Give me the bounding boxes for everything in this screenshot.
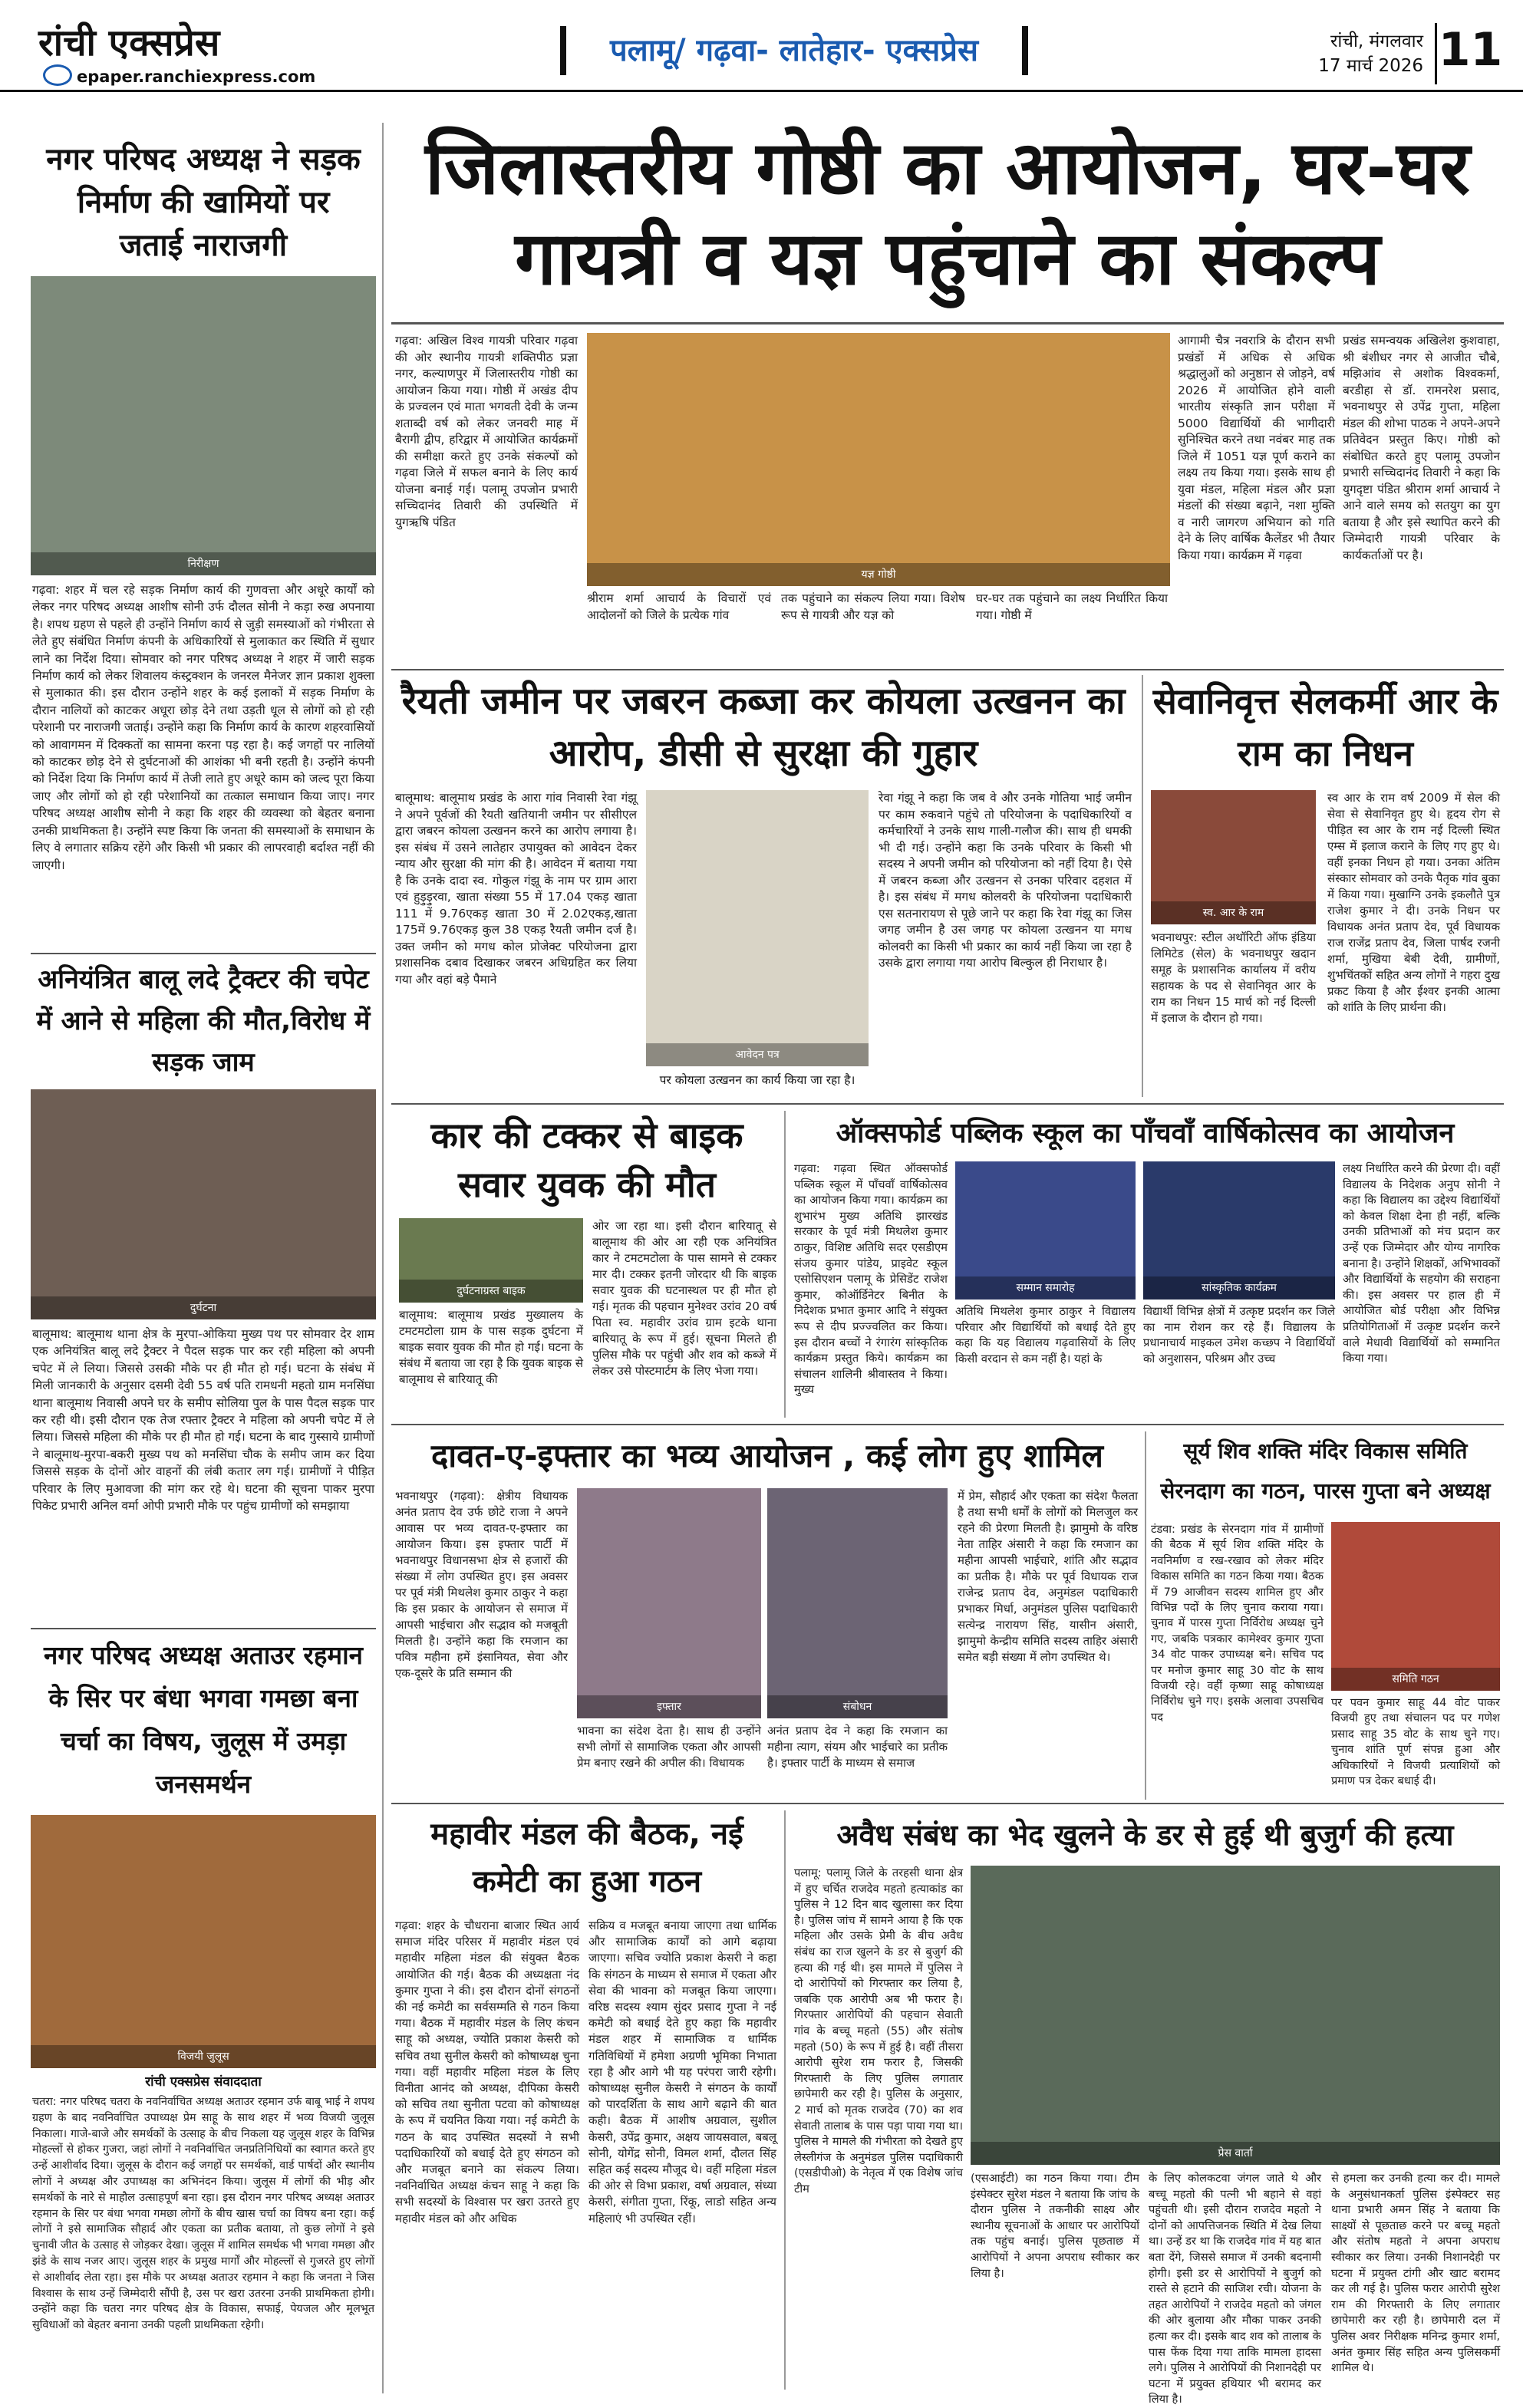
divider: [391, 669, 1504, 670]
temple-photo-label: समिति गठन: [1331, 1668, 1500, 1691]
oxford-col2: अतिथि मिथलेश कुमार ठाकुर ने विद्यालय परिवार और विद्यार्थियों को बधाई देते हुए कहा कि यह विद्यालय गढ़वासियों के लिए किसी वरदान से कम नहीं है। यहां के: [955, 1305, 1136, 1365]
coal-photo-label: आवेदन पत्र: [646, 1043, 869, 1066]
oxford-photo-1-label: सम्मान समारोह: [955, 1276, 1136, 1300]
divider: [31, 953, 376, 954]
mahavir-col1: गढ़वा: शहर के चौधराना बाजार स्थित आर्य समाज मंदिर परिसर में महावीर मंडल एवं महावीर महिला मंडल की संयुक्त बैठक आयोजित की गई। बैठक की अध्यक्षता नंद कुमार गुप्ता ने की। इस दौरान दोनों संगठनों की नई कमेटी का सर्वसम्मति से गठन किया गया। बैठक में महावीर मंडल के लिए कंचन साहू को अध्यक्ष, ज्योति प्रकाश केसरी को सचिव तथा सुनील केसरी को कोषाध्यक्ष चुना गया। वहीं महावीर महिला मंडल के लिए विनीता आनंद को अध्यक्ष, दीपिका केसरी को सचिव तथा सुनीता पटवा को कोषाध्यक्ष के रूप में चयनित किया गया। नई कमेटी के गठन के बाद उपस्थित सदस्यों ने सभी पदाधिकारियों को बधाई देते हुए संगठन को और मजबूत बनाने का संकल्प लिया। नवनिर्वाचित अध्यक्ष कंचन साहू ने कहा कि सभी सदस्यों के विश्वास पर खरा उतरते हुए महावीर मंडल को और अधिक: [395, 1919, 579, 2225]
murder-col1: पलामू: पलामू जिले के तरहसी थाना क्षेत्र में हुए चर्चित राजदेव महतो हत्याकांड का पुलिस ने 12 दिन बाद खुलासा कर दिया है। पुलिस जांच में सामने आया है कि एक महिला और उसके प्रेमी के बीच अवैध संबंध का राज खुलने के डर से बुजुर्ग की हत्या की गई थी। इस मामले में पुलिस ने दो आरोपियों को गिरफ्तार कर लिया है, जबकि एक आरोपी अब भी फरार है। गिरफ्तार आरोपियों की पहचान सेवाती गांव के बच्चू महतो (55) और संतोष महतो (50) के रूप में हुई है। वहीं तीसरा आरोपी सुरेश राम फरार है, जिसकी गिरफ्तारी के लिए पुलिस लगातार छापेमारी कर रही है। पुलिस के अनुसार, 2 मार्च को मृतक राजदेव (70) का शव सेवाती तालाब के पास पड़ा पाया गया था। पुलिस ने मामले की गंभीरता को देखते हुए लेस्लीगंज के अनुमंडल पुलिस पदाधिकारी (एसडीपीओ) के नेतृत्व में एक विशेष जांच टीम: [794, 1866, 963, 2196]
left2-body: बालूमाथ: बालूमाथ थाना क्षेत्र के मुरपा-ओकिया मुख्य पथ पर सोमवार देर शाम एक अनियंत्रित बालू लदे ट्रैक्टर ने पैदल सड़क पार कर रही महिला को अपनी चपेट में ले लिया। जिससे उसकी मौके पर ही मौत हो गई। घटना के संबंध में मिली जानकारी के अनुसार दसमी देवी 55 वर्ष पति रामधनी महतो ग्राम मनसिंघा थाना बालूमाथ निवासी अपने घर के समीप सोलिया पुल के पास पैदल सड़क पार कर रही थी। इसी दौरान एक तेज रफ्तार ट्रैक्टर ने महिला को अपनी चपेट में ले लिया। जिससे महिला की मौके पर ही मौत हो गई। घटना के बाद गुस्साये ग्रामीणों ने बालूमाथ-मुरपा-बकरी मुख्य पथ को मनसिंघा चौक के समीप जाम कर दिया जिससे सड़क के दोनों ओर वाहनों की लंबी कतार लग गई। ग्रामीणों ने पीड़ित परिवार के लिए मुआवजा की मांग कर रहे थे। घटना की सूचना पाकर मुरपा पिकेट प्रभारी अनिल वर्मा ओपी प्रभारी मौके पर पहुंच ग्रामीणों को समझाया: [32, 1327, 374, 1514]
divider: [391, 1803, 1504, 1804]
newspaper-logo[interactable]: रांची एक्सप्रेस: [38, 21, 220, 64]
left3-headline: नगर परिषद अध्यक्ष अताउर रहमान के सिर पर बंधा भगवा गमछा बना चर्चा का विषय, जुलूस में उमड़ा जनसमर्थन: [44, 1640, 363, 1799]
coal-photo-caption: पर कोयला उत्खनन का कार्य किया जा रहा है।: [659, 1073, 855, 1087]
left1-photo-label: निरीक्षण: [31, 552, 376, 575]
temple-body-2: पर पवन कुमार साहू 44 वोट पाकर विजयी हुए तथा संचालन पद पर गणेश प्रसाद साहू 35 वोट के साथ चुने गए। चुनाव शांति पूर्ण संपन्न हुआ और अधिकारियों ने विजयी प्रत्याशियों को प्रमाण पत्र देकर बधाई दी।: [1331, 1696, 1500, 1788]
divider: [391, 1424, 1504, 1425]
bike-col1: बालूमाथ: बालूमाथ प्रखंड मुख्यालय के टमटमटोला ग्राम के पास सड़क दुर्घटना में बाइक सवार युवक की मौत हो गई। घटना के संबंध में बताया जा रहा है कि युवक बाइक से बालूमाथ से बारियातू की: [399, 1308, 583, 1386]
iftar-col4: में प्रेम, सौहार्द और एकता का संदेश फैलता है तथा सभी धर्मों के लोगों को मिलजुल कर रहने की प्रेरणा मिलती है। झामुमो के वरिष्ठ नेता ताहिर अंसारी ने कहा कि रमजान का महीना आपसी भाईचारे, शांति और सद्भाव का प्रतीक है। मौके पर पूर्व विधायक राज राजेन्द्र प्रताप देव, अनुमंडल पदाधिकारी प्रभाकर मिर्धा, अनुमंडल पुलिस पदाधिकारी सत्येन्द्र नारायण सिंह, यासीन अंसारी, झामुमो केन्द्रीय समिति सदस्य ताहिर अंसारी समेत बड़ी संख्या में लोग उपस्थित थे।: [958, 1489, 1138, 1664]
divider: [391, 1103, 1504, 1105]
left3-body: चतरा: नगर परिषद चतरा के नवनिर्वाचित अध्यक्ष अताउर रहमान उर्फ बाबू भाई ने शपथ ग्रहण के बाद नवनिर्वाचित उपाध्यक्ष प्रेम साहू के साथ शहर में भव्य विजयी जुलूस निकाला। गाजे-बाजे और समर्थकों के उत्साह के बीच निकला यह जुलूस शहर के विभिन्न मोहल्लों से होकर गुजरा, जहां लोगों ने नवनिर्वाचित जनप्रतिनिधियों का स्वागत करते हुए उन्हें आशीर्वाद दिया। जुलूस के दौरान कई जगहों पर समर्थकों, वार्ड पार्षदों और स्थानीय लोगों ने अध्यक्ष और उपाध्यक्ष का अभिनंदन किया। जुलूस में लोगों की भीड़ और समर्थकों के नारे से माहौल उत्साहपूर्ण बना रहा। इस दौरान नगर परिषद अध्यक्ष अताउर रहमान के सिर पर बंधा भगवा गमछा लोगों के बीच खास चर्चा का विषय बना रहा। कई लोगों ने इसे सामाजिक सौहार्द और एकता का प्रतीक बताया, तो कुछ लोगों ने इसे चुनावी जीत के उत्साह से जोड़कर देखा। जुलूस में शामिल समर्थक भी भगवा गमछा और झंडे के साथ नजर आए। जुलूस शहर के प्रमुख मार्गों और मोहल्लों से गुजरते हुए लोगों से आशीर्वाद लेता रहा। इस मौके पर अध्यक्ष अताउर रहमान ने कहा कि जनता ने जिस विश्वास के साथ उन्हें जिम्मेदारी सौंपी है, उस पर खरा उतरना उनकी प्राथमिकता होगी। उन्होंने कहा कि चतरा नगर परिषद क्षेत्र के विकास, सफाई, पेयजल और मूलभूत सुविधाओं को बेहतर बनाना उनकी पहली प्राथमिकता रहेगी।: [32, 2096, 374, 2332]
column-divider: [1145, 1431, 1146, 1800]
oxford-col4: लक्ष्य निर्धारित करने की प्रेरणा दी। वहीं विद्यालय के निदेशक अनुप सोनी ने कहा कि विद्यालय का उद्देश्य विद्यार्थियों को केवल शिक्षा देना ही नहीं, बल्कि उनकी प्रतिभाओं को मंच प्रदान कर उन्हें एक जिम्मेदार और योग्य नागरिक बनाना है। उन्होंने शिक्षकों, अभिभावकों और विद्यार्थियों के सहयोग की सराहना की। इस अवसर पर हाल ही में आयोजित बोर्ड परीक्षा और विभिन्न प्रतियोगिताओं में उत्कृष्ट प्रदर्शन करने वाले मेधावी विद्यार्थियों को सम्मानित किया गया।: [1343, 1162, 1500, 1365]
iftar-photo-caption: भावना का संदेश देता है। साथ ही उन्होंने सभी लोगों से सामाजिक एकता और आपसी प्रेम बनाए रखने की अपील की। विधायक: [577, 1724, 761, 1770]
temple-body: टंडवा: प्रखंड के सेरनदाग गांव में ग्रामीणों की बैठक में सूर्य शिव शक्ति मंदिर के नवनिर्माण व रख-रखाव को लेकर मंदिर विकास समिति का गठन किया गया। बैठक में 79 आजीवन सदस्य शामिल हुए और विभिन्न पदों के लिए चुनाव कराया गया। चुनाव में पारस गुप्ता निर्विरोध अध्यक्ष चुने गए, जबकि पत्रकार कामेश्वर कुमार गुप्ता 34 वोट पाकर उपाध्यक्ष बने। सचिव पद पर मनोज कुमार साहू 30 वोट के साथ विजयी रहे। वहीं कृष्णा साहू कोषाध्यक्ष निर्विरोध चुने गए। इसके अलावा उपसचिव पद: [1151, 1523, 1324, 1724]
temple-photo: [1331, 1522, 1500, 1691]
left2-photo: [31, 1089, 376, 1319]
left1-body: गढ़वा: शहर में चल रहे सड़क निर्माण कार्य की गुणवत्ता और अधूरे कार्यों को लेकर नगर परिषद अध्यक्ष आशीष सोनी उर्फ दौलत सोनी ने कड़ा रुख अपनाया है। शपथ ग्रहण से पहले ही उन्होंने निर्माण कार्य से जुड़ी समस्याओं को गंभीरता से लेते हुए संबंधित निर्माण कंपनी के अधिकारियों से मुलाकात कर स्थिति में सुधार लाने का निर्देश दिया। सोमवार को नगर परिषद अध्यक्ष ने शहर में जारी सड़क निर्माण कार्य को लेकर शिवालय कंस्ट्रक्शन के जनरल मैनेजर ज्ञान प्रकाश शुक्ला से मुलाकात की। इस दौरान उन्होंने शहर के कई इलाकों में सड़क निर्माण के दौरान नालियों को काटकर अधूरा छोड़ देने तथा उड़ती धूल से लोगों को हो रही परेशानी पर नाराजगी जताई। उन्होंने कहा कि निर्माण कार्य के कारण शहरवासियों को आवागमन में दिक्कतों का सामना करना पड़ रहा है। कई जगहों पर नालियों को काटकर छोड़ देने से दुर्घटनाओं की आशंका भी बनी रहती है। उन्होंने कंपनी को निर्देश दिया कि निर्माण कार्य में तेजी लाते हुए अधूरे काम को जल्द पूरा किया जाए और लोगों को हो रही परेशानियों का तत्काल समाधान किया जाए। नगर परिषद अध्यक्ष आशीष सोनी ने कहा कि शहर की व्यवस्था को बेहतर बनाना उनकी प्राथमिकता है। उन्होंने स्पष्ट किया कि जनता की समस्याओं के समाधान के लिए वे लगातार सक्रिय रहेंगे और किसी भी प्रकार की लापरवाही बर्दाश्त नहीं की जाएगी।: [32, 583, 374, 872]
obit-headline: सेवानिवृत्त सेलकर्मी आर के राम का निधन: [1152, 680, 1498, 774]
coal-col3: रेवा गंझू ने कहा कि जब वे और उनके गोतिया भाई जमीन पर काम रुकवाने पहुंचे तो परियोजना के पदाधिकारियों व कर्मचारियों ने उनके साथ गाली-गलौज की। साथ ही धमकी भी दी गई। उन्होंने कहा कि उनके परिवार के किसी भी सदस्य ने अपनी जमीन को परियोजना को नहीं दिया है। ऐसे में जबरन कब्जा और उत्खनन से उनका परिवार दहशत में है। इस संबंध में मगध कोलवरी के परियोजना पदाधिकारी एस सतनारायण से पूछे जाने पर कहा कि रेवा गंझू का जिस जगह जमीन है उस जगह पर कोयला उत्खनन या मगध कोलवरी का किसी भी प्रकार का कार्य नहीं किया जा रहा है उसके द्वारा लगाया गया आरोप बिल्कुल ही निराधार है।: [879, 791, 1132, 970]
iftar-photo-1: [577, 1488, 761, 1718]
left1-headline: नगर परिषद अध्यक्ष ने सड़क निर्माण की खामियों पर जताई नाराजगी: [46, 142, 361, 263]
obit-photo-label: स्व. आर के राम: [1151, 901, 1316, 924]
divider: [391, 322, 1504, 324]
iftar-col3: अनंत प्रताप देव ने कहा कि रमजान का महीना त्याग, संयम और भाईचारे का प्रतीक है। इफ्तार पार्टी के माध्यम से समाज: [767, 1724, 948, 1770]
page-number: 11: [1435, 23, 1504, 84]
left1-photo: [31, 276, 376, 575]
lead-col3: तक पहुंचाने का संकल्प लिया गया। विशेष रूप से गायत्री और यज्ञ को: [781, 591, 965, 622]
iftar-headline: दावत-ए-इफ्तार का भव्य आयोजन , कई लोग हुए शामिल: [430, 1437, 1104, 1474]
bike-photo-label: दुर्घटनाग्रस्त बाइक: [399, 1280, 583, 1303]
column-divider: [784, 1810, 786, 2390]
mahavir-col2: सक्रिय व मजबूत बनाया जाएगा तथा धार्मिक और सामाजिक कार्यों को आगे बढ़ाया जाएगा। सचिव ज्योति प्रकाश केसरी ने कहा कि संगठन के माध्यम से समाज में एकता और सेवा की भावना को मजबूत किया जाएगा। वरिष्ठ सदस्य श्याम सुंदर प्रसाद गुप्ता ने नई कमेटी को बधाई देते हुए कहा कि महावीर मंडल शहर में सामाजिक व धार्मिक गतिविधियों में हमेशा अग्रणी भूमिका निभाता रहा है और आगे भी यह परंपरा जारी रहेगी। कोषाध्यक्ष सुनील केसरी ने संगठन के कार्यों को पारदर्शिता के साथ आगे बढ़ाने की बात कही। बैठक में आशीष अग्रवाल, सुशील केसरी, उपेंद्र कुमार, अक्षय जायसवाल, बबलू सोनी, योगेंद्र सोनी, विमल शर्मा, दौलत सिंह सहित कई सदस्य मौजूद थे। वहीं महिला मंडल की ओर से विभा प्रकाश, वर्षा अग्रवाल, संध्या केसरी, संगीता गुप्ता, रिंकू, लाडो सहित अन्य महिलाएं भी उपस्थित रहीं।: [588, 1919, 776, 2225]
bike-headline: कार की टक्कर से बाइक सवार युवक की मौत: [430, 1115, 743, 1205]
divider: [31, 1628, 376, 1629]
oxford-col3: विद्यार्थी विभिन्न क्षेत्रों में उत्कृष्ट प्रदर्शन कर जिले का नाम रोशन कर रहे हैं। विद्यालय के प्रधानाचार्य माइकल उमेश कच्छप ने विद्यार्थियों को अनुशासन, परिश्रम और उच्च: [1143, 1305, 1335, 1365]
oxford-col1: गढ़वा: गढ़वा स्थित ऑक्सफोर्ड पब्लिक स्कूल में पाँचवाँ वार्षिकोत्सव का आयोजन किया गया। कार्यक्रम का शुभारंभ मुख्य अतिथि झारखंड सरकार के पूर्व मंत्री मिथलेश कुमार ठाकुर, विशिष्ट अतिथि सदर एसडीएम संजय कुमार पांडेय, प्राइवेट स्कूल एसोसिएशन पलामू के प्रेसिडेंट राजेश कुमार, कोऑर्डिनेटर बिनीत के निदेशक प्रभात कुमार आदि ने संयुक्त रूप से दीप प्रज्ज्वलित कर किया। इस दौरान बच्चों ने रंगारंग सांस्कृतिक कार्यक्रम प्रस्तुत किये। कार्यक्रम का संचालन शालिनी श्रीवास्तव ने किया। मुख्य: [794, 1162, 948, 1397]
epaper-url[interactable]: epaper.ranchiexpress.com: [77, 68, 316, 86]
murder-col4: से हमला कर उनकी हत्या कर दी। मामले के अनुसंधानकर्ता पुलिस इंस्पेक्टर सह थाना प्रभारी अमन सिंह ने बताया कि साक्ष्यों से पूछताछ करने पर बच्चू महतो और संतोष महतो ने अपना अपराध स्वीकार कर लिया। उनकी निशानदेही पर घटना में प्रयुक्त टांगी और खाट बरामद कर ली गई है। पुलिस फरार आरोपी सुरेश राम की गिरफ्तारी के लिए लगातार छापेमारी कर रही है। छापेमारी दल में पुलिस अवर निरीक्षक मनिन्द्र कुमार शर्मा, अनंत कुमार सिंह सहित अन्य पुलिसकर्मी शामिल थे।: [1331, 2172, 1500, 2375]
oxford-photo-1: [955, 1161, 1136, 1300]
lead-col1: गढ़वा: अखिल विश्व गायत्री परिवार गढ़वा की ओर स्थानीय गायत्री शक्तिपीठ प्रज्ञा नगर, कल्याणपुर में जिलास्तरीय गोष्ठी का आयोजन किया गया। गोष्ठी में अखंड दीप के प्रज्वलन एवं माता भगवती देवी के जन्म शताब्दी वर्ष को लेकर जनवरी माह में बैरागी द्वीप, हरिद्वार में आयोजित कार्यक्रमों की समीक्षा करते हुए उनके संकल्पों को गढ़वा जिले में सफल बनाने के लिए कार्य योजना बनाई गई। पलामू उपजोन प्रभारी सच्चिदानंद तिवारी की उपस्थिति में युगऋषि पंडित: [395, 334, 578, 529]
mahavir-headline: महावीर मंडल की बैठक, नई कमेटी का हुआ गठन: [430, 1817, 743, 1899]
coal-photo: [646, 790, 869, 1066]
lead-col5: आगामी चैत्र नवरात्रि के दौरान सभी प्रखंडों में अधिक से अधिक श्रद्धालुओं को अनुष्ठान से जोड़ने, वर्ष 2026 में आयोजित होने वाली भारतीय संस्कृति ज्ञान परीक्षा में 5000 विद्यार्थियों की भागीदारी सुनिश्चित करने तथा नवंबर माह तक जिले में 1051 यज्ञ पूर्ण कराने का लक्ष्य तय किया गया। इसके साथ ही युवा मंडल, महिला मंडल और प्रज्ञा मंडलों की संख्या बढ़ाने, नशा मुक्ति व नारी जागरण अभियान को गति देने के लिए वार्षिक कैलेंडर भी तैयार किया गया। कार्यक्रम में गढ़वा: [1178, 334, 1335, 562]
murder-photo: [971, 1866, 1500, 2165]
lead-col4: घर-घर तक पहुंचाने का लक्ष्य निर्धारित किया गया। गोष्ठी में: [976, 591, 1168, 622]
oxford-photo-2: [1143, 1161, 1335, 1300]
obit-body: भवनाथपुर: स्टील अथॉरिटी ऑफ इंडिया लिमिटेड (सेल) के भवनाथपुर खदान समूह के प्रशासनिक कार्यालय में वरीय सहायक के पद से सेवानिवृत आर के राम का निधन 15 मार्च को नई दिल्ली में इलाज के दौरान हो गया।: [1151, 931, 1316, 1025]
murder-headline: अवैध संबंध का भेद खुलने के डर से हुई थी बुजुर्ग की हत्या: [836, 1818, 1454, 1852]
iftar-photo-1-label: इफ्तार: [577, 1695, 761, 1718]
lead-photo-caption: श्रीराम शर्मा आचार्य के विचारों एवं आदोलनों को जिले के प्रत्येक गांव: [587, 591, 771, 622]
lead-headline: जिलास्तरीय गोष्ठी का आयोजन, घर-घर गायत्री व यज्ञ पहुंचाने का संकल्प: [425, 125, 1470, 301]
masthead: [0, 0, 1523, 92]
section-title: पलामू/ गढ़वा- लातेहार- एक्सप्रेस: [560, 26, 1028, 75]
date-block: [1270, 29, 1423, 83]
bike-photo: [399, 1218, 583, 1303]
left3-photo: [31, 1815, 376, 2068]
lead-photo: [587, 333, 1170, 586]
issue-date: 17 मार्च 2026: [1318, 56, 1423, 76]
murder-col3: के लिए कोलकटवा जंगल जाते थे और बच्चू महतो की पत्नी भी बहाने से वहां पहुंचती थी। इसी दौरान राजदेव महतो ने दोनों को आपत्तिजनक स्थिति में देख लिया था। उन्हें डर था कि राजदेव गांव में यह बात बता देंगे, जिससे समाज में उनकी बदनामी होगी। इसी डर से आरोपियों ने बुजुर्ग को रास्ते से हटाने की साजिश रची। योजना के तहत आरोपियों ने राजदेव महतो को जंगल की ओर बुलाया और मौका पाकर उनकी हत्या कर दी। इसके बाद शव को तालाब के पास फेंक दिया गया ताकि मामला हादसा लगे। पुलिस ने आरोपियों की निशानदेही पर घटना में प्रयुक्त हथियार भी बरामद कर लिया है।: [1149, 2172, 1321, 2406]
left2-headline: अनियंत्रित बालू लदे ट्रैक्टर की चपेट में आने से महिला की मौत,विरोध में सड़क जाम: [36, 964, 371, 1078]
temple-headline: सूर्य शिव शक्ति मंदिर विकास समिति सेरनदाग का गठन, पारस गुप्ता बने अध्यक्ष: [1160, 1438, 1491, 1504]
oxford-headline: ऑक्सफोर्ड पब्लिक स्कूल का पाँचवाँ वार्षिकोत्सव का आयोजन: [836, 1118, 1455, 1149]
iftar-col1: भवनाथपुर (गढ़वा): क्षेत्रीय विधायक अनंत प्रताप देव उर्फ छोटे राजा ने अपने आवास पर भव्य दावत-ए-इफ्तार का आयोजन किया। इस इफ्तार पार्टी में भवनाथपुर विधानसभा क्षेत्र से हजारों की संख्या में लोग उपस्थित हुए। इस अवसर पर पूर्व मंत्री मिथलेश कुमार ठाकुर ने कहा कि इस प्रकार के आयोजन से समाज में आपसी भाईचारा और सद्भाव को मजबूती मिलती है। उन्होंने कहा कि रमजान का पवित्र महीना हमें इंसानियत, सेवा और एक-दूसरे के प्रति सम्मान की: [395, 1489, 568, 1680]
lead-photo-label: यज्ञ गोष्ठी: [587, 563, 1170, 586]
bike-col2: ओर जा रहा था। इसी दौरान बारियातू से बालूमाथ की ओर आ रही एक अनियंत्रित कार ने टमटमटोला के पास सामने से टक्कर मार दी। टक्कर इतनी जोरदार थी कि बाइक सवार युवक की घटनास्थल पर ही मौत हो गई। मृतक की पहचान मुनेश्वर उरांव 20 वर्ष पिता स्व. महावीर उरांव ग्राम इटके थाना बारियातू के रूप में हुई। सूचना मिलते ही पुलिस मौके पर पहुंची और शव को कब्जे में लेकर उसे पोस्टमार्टम के लिए भेजा गया।: [592, 1219, 776, 1378]
coal-col1: बालूमाथ: बालूमाथ प्रखंड के आरा गांव निवासी रेवा गंझू ने अपने पूर्वजों की रैयती खतियानी जमीन पर सीसीएल द्वारा जबरन कोयला उत्खनन करने का आरोप लगाया है। इस संबंध में उसने लातेहार उपायुक्त को आवेदन देकर न्याय और सुरक्षा की मांग की है। आवेदन में बताया गया है कि उनके दादा स्व. गोकुल गंझू के नाम पर ग्राम आरा एवं हुड़ुड़ुरवा, खाता संख्या 55 में 17.04 एकड़ खाता 111 में 9.76एकड़ खाता 30 में 2.02एकड़,खाता 175में 9.76एकड़ कुल 38 एकड़ रैयती जमीन दर्ज है। उक्त जमीन को मगध कोल प्रोजेक्ट परियोजना द्वारा प्रशासनिक दबाव दिखाकर जबरन अधिग्रहित कर लिया गया और वहां बड़े पैमाने: [395, 791, 637, 987]
obit-photo: [1151, 790, 1316, 924]
city-day: रांची, मंगलवार: [1330, 31, 1423, 51]
coal-headline: रैयती जमीन पर जबरन कब्जा कर कोयला उत्खनन का आरोप, डीसी से सुरक्षा की गुहार: [401, 680, 1126, 775]
left3-photo-label: विजयी जुलूस: [31, 2045, 376, 2068]
left3-byline: रांची एक्सप्रेस संवाददाता: [145, 2074, 262, 2090]
iftar-photo-2-label: संबोधन: [767, 1695, 948, 1718]
murder-photo-label: प्रेस वार्ता: [971, 2142, 1500, 2165]
column-divider: [1142, 675, 1143, 1097]
globe-icon: [43, 64, 72, 86]
left2-photo-label: दुर्घटना: [31, 1296, 376, 1319]
column-divider: [382, 123, 384, 2393]
lead-col6: प्रखंड समन्वयक अखिलेश कुशवाहा, श्री बंशीधर नगर से आजीत चौबे, मझिआंव से अशोक विश्वकर्मा, बरडीहा से डॉ. रामनरेश प्रसाद, भवनाथपुर से उपेंद्र गुप्ता, महिला मंडल की शोभा पाठक ने अपने-अपने प्रतिवेदन प्रस्तुत किए। गोष्ठी को संबोधित करते हुए पलामू उपजोन प्रभारी सच्चिदानंद तिवारी ने कहा कि युगदृष्टा पंडित श्रीराम शर्मा आचार्य ने आने वाले समय को सतयुग का युग बताया है और इसे स्थापित करने की जिम्मेदारी गायत्री परिवार के कार्यकर्ताओं पर है।: [1343, 334, 1500, 562]
murder-photo-caption: (एसआईटी) का गठन किया गया। टीम इंस्पेक्टर सुरेश मंडल ने बताया कि जांच के दौरान पुलिस ने तकनीकी साक्ष्य और स्थानीय सूचनाओं के आधार पर आरोपियों तक पहुंच बनाई। पुलिस पूछताछ में आरोपियों ने अपना अपराध स्वीकार कर लिया है।: [971, 2172, 1139, 2280]
iftar-photo-2: [767, 1488, 948, 1718]
oxford-photo-2-label: सांस्कृतिक कार्यक्रम: [1143, 1276, 1335, 1300]
obit-intro: स्व आर के राम वर्ष 2009 में सेल की सेवा से सेवानिवृत हुए थे। हृदय रोग से पीड़ित स्व आर के राम नई दिल्ली स्थित एम्स में इलाज कराने के लिए गए हुए थे। वहीं इनका निधन हो गया। उनका अंतिम संस्कार सोमवार को उनके पैतृक गांव बुका में किया गया। मुखाग्नि उनके इकलौते पुत्र राजेश कुमार ने दी। उनके निधन पर विधायक अनंत प्रताप देव, पूर्व विधायक राज राजेंद्र प्रताप देव, जिला पार्षद रजनी शर्मा, मुखिया बेबी देवी, ग्रामीणों, शुभचिंतकों सहित अन्य लोगों ने गहरा दुख प्रकट किया है और ईश्वर इनकी आत्मा को शांति के लिए प्रार्थना की।: [1327, 791, 1500, 1014]
column-divider: [784, 1111, 786, 1418]
